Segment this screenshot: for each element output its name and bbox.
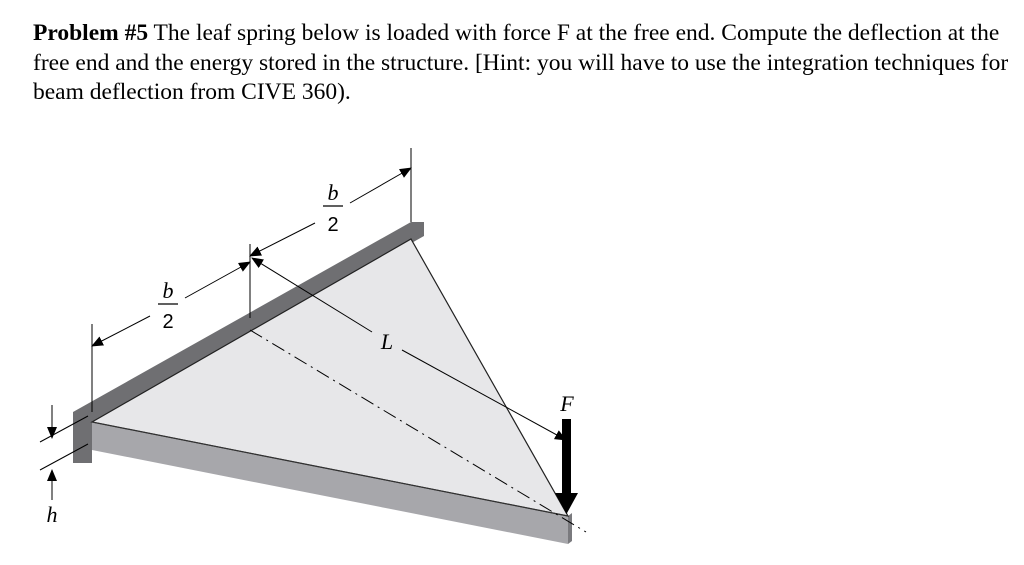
fraction-denominator: 2 [327,214,339,236]
leaf-spring-plate [73,222,572,544]
fraction-numerator: b [162,278,174,303]
fraction-label-right [323,180,343,236]
force-label: F [560,391,574,416]
problem-label: Problem #5 [33,20,149,46]
problem-body: The leaf spring below is loaded with force F at the free end. Compute the deflection at the free end and the energy stored in the structure. [Hint: you will have to use the integration techniques for beam deflection from CIVE 360). [33,20,1009,105]
fraction-label-left [158,278,178,333]
length-label: L [380,329,394,354]
thickness-label: h [46,502,58,527]
fraction-denominator: 2 [162,311,174,333]
plate-tip-edge [568,513,572,544]
fraction-numerator: b [327,180,339,205]
